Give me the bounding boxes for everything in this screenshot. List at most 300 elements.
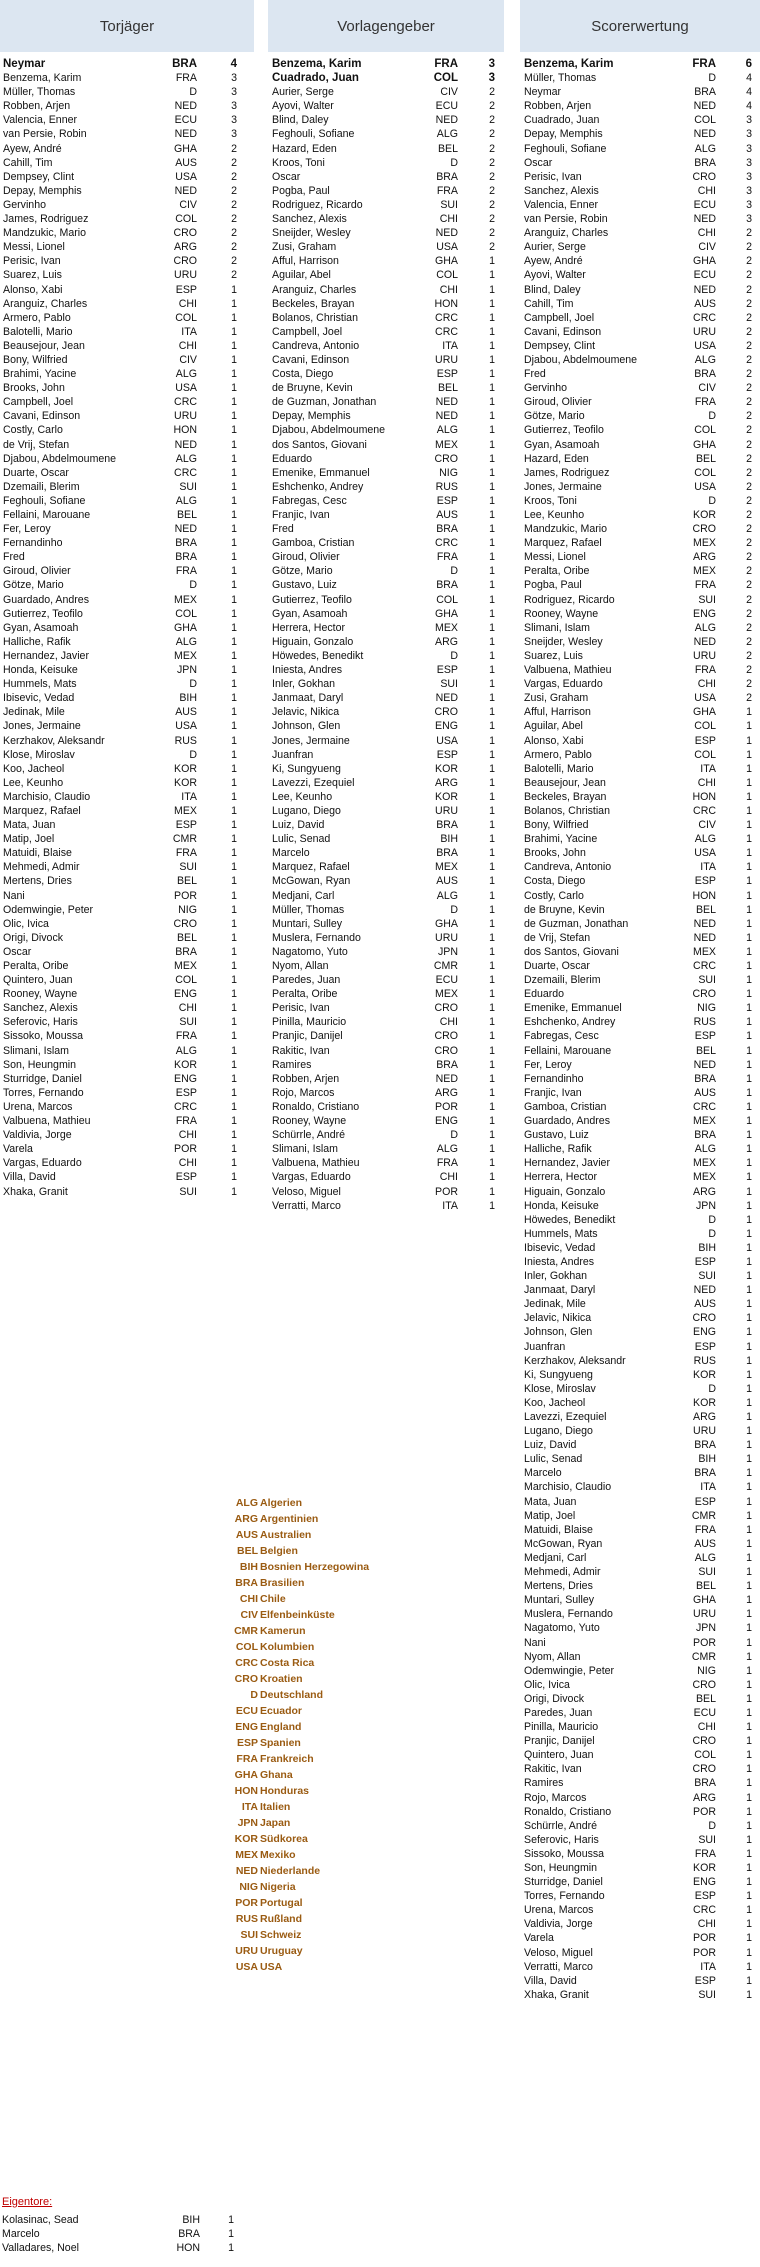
country-code: USA — [694, 339, 716, 352]
country-code: CHI — [178, 1129, 197, 1142]
country-code: D — [708, 1819, 716, 1832]
player-name: Robben, Arjen — [272, 1072, 340, 1085]
country-code: USA — [436, 734, 458, 747]
player-name: Varela — [524, 1932, 554, 1945]
country-code: JPN — [695, 1199, 716, 1212]
country-code: ECU — [174, 114, 197, 127]
count: 1 — [746, 819, 752, 832]
country-code: ARG — [435, 776, 458, 789]
count: 2 — [489, 100, 495, 113]
list-item — [524, 818, 754, 832]
country-code: URU — [235, 1945, 258, 1957]
player-name: dos Santos, Giovani — [524, 945, 619, 958]
player-name: Afful, Harrison — [272, 255, 339, 268]
list-item — [3, 353, 238, 367]
country-code: D — [250, 1689, 258, 1701]
list-item — [524, 1185, 754, 1199]
country-code: BEL — [176, 509, 197, 521]
list-item — [3, 452, 238, 466]
count: 3 — [746, 213, 752, 226]
list-item — [524, 1044, 754, 1058]
player-name: Balotelli, Mario — [524, 762, 594, 775]
count: 1 — [231, 565, 237, 578]
player-name: Costly, Carlo — [3, 424, 63, 437]
country-code: URU — [693, 1608, 716, 1621]
list-item — [524, 254, 754, 268]
country-code: ALG — [436, 128, 458, 141]
count: 1 — [231, 283, 237, 296]
list-item — [524, 508, 754, 522]
player-name: Gamboa, Cristian — [524, 1100, 607, 1113]
count: 1 — [489, 297, 495, 310]
count: 1 — [489, 889, 495, 902]
count: 2 — [489, 213, 495, 226]
list-item — [524, 1283, 754, 1297]
count: 1 — [231, 480, 237, 493]
player-name: Franjic, Ivan — [272, 509, 330, 521]
player-name: de Guzman, Jonathan — [524, 917, 629, 930]
list-item — [524, 522, 754, 536]
player-name: Kerzhakov, Aleksandr — [3, 734, 105, 747]
list-item — [272, 71, 497, 85]
list-item — [524, 1424, 754, 1438]
count: 2 — [746, 382, 752, 395]
count: 1 — [489, 621, 495, 634]
country-code: POR — [435, 1100, 458, 1113]
count: 1 — [746, 1580, 752, 1593]
list-item — [524, 1875, 754, 1889]
player-name: Beausejour, Jean — [3, 339, 85, 352]
country-code: SUI — [698, 593, 716, 606]
count: 1 — [231, 1016, 237, 1029]
count: 1 — [746, 903, 752, 916]
country-code: MEX — [693, 1157, 716, 1170]
count: 2 — [746, 649, 752, 662]
country-code: RUS — [174, 734, 197, 747]
count: 1 — [231, 692, 237, 705]
list-item — [272, 1156, 497, 1170]
country-code: CRC — [435, 537, 458, 550]
list-item — [524, 1213, 754, 1227]
list-item — [272, 142, 497, 156]
count: 4 — [746, 100, 752, 113]
list-item — [524, 156, 754, 170]
country-code: JPN — [237, 1817, 258, 1829]
count: 1 — [231, 875, 237, 888]
country-code: ENG — [174, 1072, 197, 1085]
country-code: ENG — [693, 1876, 716, 1889]
list-item — [524, 240, 754, 254]
player-name: Müller, Thomas — [272, 903, 345, 916]
list-item — [524, 607, 754, 621]
list-item — [3, 409, 238, 423]
country-code: D — [450, 1129, 458, 1142]
player-name: Son, Heungmin — [3, 1058, 77, 1071]
count: 3 — [231, 114, 237, 127]
country-code: ALG — [694, 1551, 716, 1564]
country-name: Uruguay — [260, 1945, 303, 1957]
count: 1 — [489, 1044, 495, 1057]
country-code: NED — [174, 100, 197, 113]
country-code: HON — [692, 790, 716, 803]
count: 2 — [231, 142, 237, 155]
country-code: NED — [435, 114, 458, 127]
player-name: Armero, Pablo — [524, 748, 592, 761]
list-item — [3, 325, 238, 339]
country-code: ALG — [436, 889, 458, 902]
list-item — [524, 1156, 754, 1170]
country-code: POR — [174, 889, 197, 902]
country-code: CHI — [697, 1918, 716, 1931]
count: 2 — [746, 227, 752, 240]
list-item — [524, 1354, 754, 1368]
list-item — [3, 790, 238, 804]
player-name: Valbuena, Mathieu — [524, 664, 612, 677]
list-item — [524, 1015, 754, 1029]
country-code: SUI — [440, 678, 458, 691]
player-name: Brahimi, Yacine — [3, 368, 77, 381]
country-code: MEX — [174, 960, 197, 972]
list-item — [524, 1678, 754, 1692]
player-name: Lee, Keunho — [524, 509, 585, 521]
country-code: GHA — [435, 255, 458, 268]
list-item — [272, 127, 497, 141]
country-code: D — [450, 649, 458, 662]
count: 1 — [489, 988, 495, 1001]
list-item — [272, 776, 497, 790]
country-code: FRA — [175, 565, 197, 578]
count: 1 — [746, 804, 752, 817]
player-name: Lugano, Diego — [524, 1425, 593, 1438]
list-item — [272, 607, 497, 621]
country-code: ALG — [694, 621, 716, 634]
count: 1 — [746, 1185, 752, 1198]
list-item — [524, 1509, 754, 1523]
count: 1 — [489, 960, 495, 972]
list-item — [272, 522, 497, 536]
player-name: Nagatomo, Yuto — [524, 1622, 600, 1635]
list-item — [524, 1325, 754, 1339]
player-name: Fellaini, Marouane — [3, 509, 91, 521]
list-item — [524, 776, 754, 790]
country-code: ENG — [174, 988, 197, 1001]
count: 1 — [746, 1509, 752, 1522]
country-name: Spanien — [260, 1737, 301, 1749]
list-item — [272, 635, 497, 649]
player-name: Cuadrado, Juan — [272, 72, 359, 85]
list-item — [3, 846, 238, 860]
country-code: AUS — [694, 1298, 716, 1311]
list-item — [3, 395, 238, 409]
header-scorerwertung-label: Scorerwertung — [591, 17, 689, 35]
list-item — [272, 1044, 497, 1058]
country-code: CHI — [439, 1171, 458, 1184]
list-item — [524, 1720, 754, 1734]
count: 1 — [489, 706, 495, 719]
list-item — [524, 1706, 754, 1720]
player-name: Djabou, Abdelmoumene — [272, 424, 386, 437]
list-item — [524, 1903, 754, 1917]
player-name: Janmaat, Daryl — [524, 1284, 596, 1297]
count: 1 — [489, 1002, 495, 1015]
player-name: Valladares, Noel — [2, 2242, 79, 2255]
list-item — [524, 142, 754, 156]
country-name: Deutschland — [260, 1689, 324, 1701]
list-item — [3, 522, 238, 536]
country-code: ENG — [235, 1721, 258, 1733]
country-code: USA — [436, 241, 458, 254]
player-name: Fred — [524, 368, 546, 381]
player-name: Koo, Jacheol — [3, 762, 65, 775]
player-name: Quintero, Juan — [524, 1749, 594, 1762]
player-name: Gustavo, Luiz — [524, 1129, 589, 1142]
list-item — [3, 494, 238, 508]
player-name: Pogba, Paul — [272, 184, 330, 197]
list-item — [3, 917, 238, 931]
player-name: de Bruyne, Kevin — [272, 382, 353, 395]
player-name: Luiz, David — [272, 819, 325, 832]
country-code: ALG — [175, 635, 197, 648]
count: 1 — [489, 1030, 495, 1043]
list-item — [3, 127, 238, 141]
count: 2 — [746, 339, 752, 352]
player-name: Valencia, Enner — [3, 114, 78, 127]
count: 2 — [746, 537, 752, 550]
list-item — [3, 57, 238, 71]
country-code: ARG — [693, 1411, 716, 1423]
list-item — [272, 198, 497, 212]
list-item — [272, 113, 497, 127]
count: 1 — [746, 734, 752, 747]
count: 3 — [746, 142, 752, 155]
country-code: D — [708, 72, 716, 85]
count: 1 — [489, 720, 495, 733]
list-item — [3, 1156, 238, 1170]
country-code: ESP — [436, 748, 458, 761]
country-code: CHI — [697, 678, 716, 691]
list-item — [272, 734, 497, 748]
list-item — [524, 1438, 754, 1452]
list-item — [524, 409, 754, 423]
player-name: Muntari, Sulley — [524, 1594, 595, 1607]
list-item — [3, 1001, 238, 1015]
player-name: Lee, Keunho — [3, 776, 64, 789]
player-name: Vargas, Eduardo — [272, 1171, 351, 1184]
country-code: COL — [694, 1749, 716, 1762]
country-code: COL — [694, 114, 716, 127]
player-name: Fernandinho — [524, 1072, 584, 1085]
count: 1 — [231, 889, 237, 902]
count: 2 — [746, 565, 752, 578]
country-code: ALG — [436, 1143, 458, 1156]
list-item — [272, 1001, 497, 1015]
country-code: GHA — [693, 255, 716, 268]
country-code: URU — [693, 649, 716, 662]
country-code: BEL — [695, 1044, 716, 1057]
list-item — [3, 1185, 238, 1199]
player-name: Rooney, Wayne — [272, 1115, 347, 1128]
player-name: Zusi, Graham — [524, 692, 589, 705]
country-code: CHI — [239, 1593, 258, 1605]
list-item — [272, 874, 497, 888]
player-name: Seferovic, Haris — [524, 1833, 599, 1846]
list-item — [524, 649, 754, 663]
list-item — [272, 1114, 497, 1128]
list-item — [3, 804, 238, 818]
torjaeger-list — [3, 57, 238, 1199]
count: 1 — [746, 1763, 752, 1776]
country-code: ESP — [436, 664, 458, 677]
country-code: D — [708, 1227, 716, 1240]
country-code: BEL — [437, 142, 458, 155]
player-name: Marchisio, Claudio — [524, 1481, 612, 1494]
player-name: Inler, Gokhan — [524, 1270, 588, 1283]
country-code: ITA — [700, 762, 716, 775]
count: 1 — [489, 396, 495, 409]
player-name: Juanfran — [272, 748, 314, 761]
country-code: CRO — [434, 1030, 458, 1043]
country-code: USA — [694, 480, 716, 493]
player-name: Lee, Keunho — [272, 790, 333, 803]
player-name: Djabou, Abdelmoumene — [524, 353, 638, 366]
country-code: URU — [435, 804, 458, 817]
country-code: NED — [435, 396, 458, 409]
player-name: Rakitic, Ivan — [272, 1044, 330, 1057]
country-code: COL — [235, 1641, 258, 1653]
list-item — [524, 198, 754, 212]
count: 1 — [228, 2228, 234, 2241]
player-name: Schürrle, André — [524, 1819, 598, 1832]
count: 1 — [231, 917, 237, 930]
list-item — [3, 1072, 238, 1086]
player-name: Afful, Harrison — [524, 706, 591, 719]
country-code: POR — [235, 1897, 258, 1909]
country-code: SUI — [698, 1988, 716, 2001]
country-code: D — [708, 494, 716, 507]
list-item — [3, 719, 238, 733]
player-name: Jones, Jermaine — [3, 720, 81, 733]
country-code: CRO — [234, 1673, 258, 1685]
country-code: FRA — [175, 847, 197, 860]
list-item — [524, 593, 754, 607]
count: 1 — [746, 1411, 752, 1423]
list-item — [524, 268, 754, 282]
player-name: de Bruyne, Kevin — [524, 903, 605, 916]
country-code: BRA — [436, 579, 458, 592]
player-name: Jedinak, Mile — [524, 1298, 586, 1311]
country-code: MEX — [435, 988, 458, 1001]
player-name: Janmaat, Daryl — [272, 692, 344, 705]
country-code: MEX — [693, 565, 716, 578]
player-name: Campbell, Joel — [524, 311, 595, 324]
list-item — [524, 804, 754, 818]
count: 1 — [746, 875, 752, 888]
player-name: Xhaka, Granit — [3, 1185, 68, 1198]
country-code: AUS — [694, 297, 716, 310]
count: 3 — [746, 170, 752, 183]
country-code: NED — [693, 100, 716, 113]
country-code: ENG — [435, 1115, 458, 1128]
country-code: COL — [175, 607, 197, 620]
country-name: Kroatien — [260, 1673, 303, 1685]
count: 1 — [489, 283, 495, 296]
count: 1 — [746, 1396, 752, 1409]
list-item — [272, 494, 497, 508]
count: 1 — [231, 931, 237, 944]
list-item — [3, 1015, 238, 1029]
player-name: Müller, Thomas — [3, 86, 76, 99]
count: 1 — [746, 1368, 752, 1381]
country-code: ALG — [694, 1143, 716, 1156]
count: 1 — [746, 1862, 752, 1874]
player-name: Honda, Keisuke — [3, 664, 78, 677]
country-code: NIG — [239, 1881, 258, 1893]
player-name: Honda, Keisuke — [524, 1199, 599, 1212]
country-code: MEX — [693, 945, 716, 958]
list-item — [272, 564, 497, 578]
country-code: NED — [693, 635, 716, 648]
list-item — [524, 367, 754, 381]
player-name: Valbuena, Mathieu — [3, 1115, 91, 1128]
country-code: CRO — [173, 227, 197, 240]
country-code: ESP — [694, 1340, 716, 1353]
list-item — [524, 480, 754, 494]
country-code: CRO — [173, 917, 197, 930]
list-item — [272, 677, 497, 691]
list-item — [272, 903, 497, 917]
list-item — [524, 297, 754, 311]
count: 2 — [746, 692, 752, 705]
country-code: ARG — [234, 1513, 258, 1525]
list-item — [524, 325, 754, 339]
count: 2 — [231, 227, 237, 240]
count: 1 — [489, 1100, 495, 1113]
country-code: AUS — [694, 1537, 716, 1550]
player-name: Ayovi, Walter — [524, 269, 586, 282]
list-item — [524, 1170, 754, 1184]
list-item — [3, 85, 238, 99]
count: 3 — [746, 114, 752, 127]
player-name: Nyom, Allan — [272, 960, 329, 972]
country-code: ARG — [435, 1086, 458, 1099]
count: 1 — [746, 974, 752, 987]
player-name: Mehmedi, Admir — [3, 861, 80, 874]
count: 1 — [746, 1284, 752, 1297]
player-name: Nagatomo, Yuto — [272, 945, 348, 958]
count: 1 — [231, 706, 237, 719]
country-code: NED — [174, 184, 197, 197]
list-item — [272, 860, 497, 874]
list-item — [3, 283, 238, 297]
list-item — [272, 889, 497, 903]
country-code: CIV — [240, 1609, 258, 1621]
list-item — [272, 1185, 497, 1199]
count: 1 — [746, 1072, 752, 1085]
count: 3 — [231, 72, 237, 85]
list-item — [524, 860, 754, 874]
list-item — [272, 311, 497, 325]
country-code: SUI — [698, 1270, 716, 1283]
count: 1 — [746, 1721, 752, 1734]
country-name: Mexiko — [260, 1849, 296, 1861]
country-code: ALG — [175, 494, 197, 507]
list-item — [524, 1593, 754, 1607]
header-torjaeger — [0, 0, 254, 52]
country-code: ALG — [175, 368, 197, 381]
count: 2 — [746, 523, 752, 536]
country-code: JPN — [176, 664, 197, 677]
list-item — [272, 804, 497, 818]
